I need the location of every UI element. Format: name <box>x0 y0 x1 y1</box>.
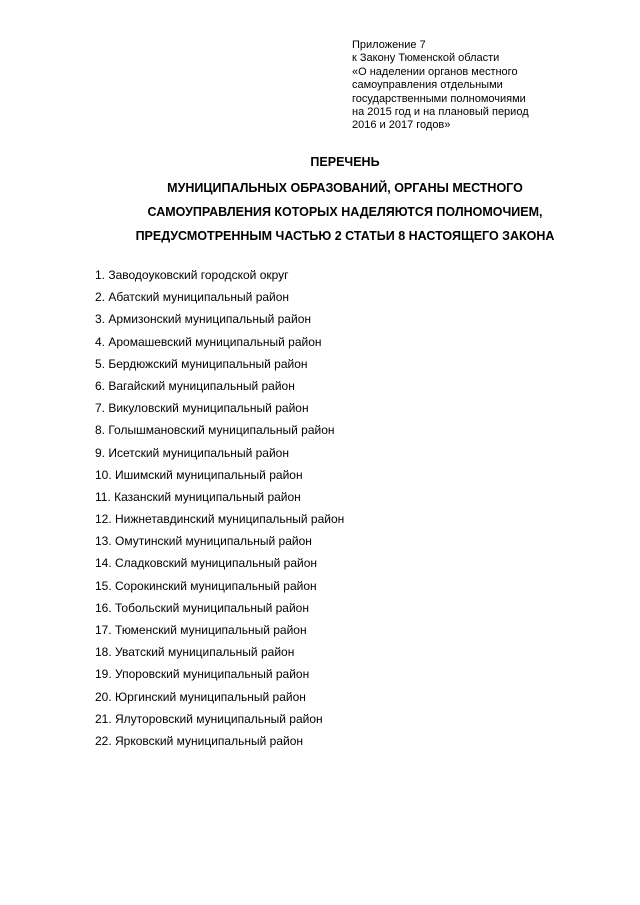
list-item: 8. Голышмановский муниципальный район <box>95 423 335 438</box>
appendix-line: «О наделении органов местного <box>352 65 518 78</box>
list-item: 17. Тюменский муниципальный район <box>95 623 307 637</box>
appendix-line: к Закону Тюменской области <box>352 52 500 65</box>
list-item: 20. Юргинский муниципальный район <box>95 689 306 704</box>
list-item: 4. Аромашевский муниципальный район <box>95 334 322 349</box>
municipality-list <box>95 264 344 752</box>
title-main: ПЕРЕЧЕНЬ <box>310 155 380 169</box>
appendix-line: на 2015 год и на плановый период <box>352 106 529 119</box>
appendix-line: 2016 и 2017 годов» <box>352 119 451 132</box>
list-item: 15. Сорокинский муниципальный район <box>95 578 317 593</box>
list-item: 13. Омутинский муниципальный район <box>95 534 312 549</box>
document-title <box>0 152 640 248</box>
list-item: 5. Бердюжский муниципальный район <box>95 356 308 371</box>
list-item: 12. Нижнетавдинский муниципальный район <box>95 512 345 527</box>
appendix-line: государственными полномочиями <box>352 92 526 105</box>
list-item: 7. Викуловский муниципальный район <box>95 401 309 416</box>
list-item: 3. Армизонский муниципальный район <box>95 312 311 327</box>
list-item: 22. Ярковский муниципальный район <box>95 733 304 748</box>
list-item: 2. Абатский муниципальный район <box>95 290 290 305</box>
title-line: МУНИЦИПАЛЬНЫХ ОБРАЗОВАНИЙ, ОРГАНЫ МЕСТНОГО <box>167 181 523 195</box>
title-line: ПРЕДУСМОТРЕННЫМ ЧАСТЬЮ 2 СТАТЬИ 8 НАСТОЯЩЕГО ЗАКОНА <box>135 229 555 243</box>
list-item: 16. Тобольский муниципальный район <box>95 600 309 615</box>
list-item: 10. Ишимский муниципальный район <box>95 467 303 482</box>
list-item: 1. Заводоуковский городской округ <box>95 268 289 282</box>
list-item: 18. Уватский муниципальный район <box>95 645 295 660</box>
appendix-header <box>352 39 622 133</box>
list-item: 9. Исетский муниципальный район <box>95 445 289 460</box>
title-line: САМОУПРАВЛЕНИЯ КОТОРЫХ НАДЕЛЯЮТСЯ ПОЛНОМОЧИЕМ, <box>147 205 543 219</box>
appendix-line: самоуправления отдельными <box>352 79 503 92</box>
list-item: 21. Ялуторовский муниципальный район <box>95 711 323 726</box>
list-item: 11. Казанский муниципальный район <box>95 489 301 504</box>
appendix-line: Приложение 7 <box>352 39 426 51</box>
list-item: 6. Вагайский муниципальный район <box>95 378 295 393</box>
list-item: 14. Сладковский муниципальный район <box>95 556 318 571</box>
list-item: 19. Упоровский муниципальный район <box>95 667 310 682</box>
